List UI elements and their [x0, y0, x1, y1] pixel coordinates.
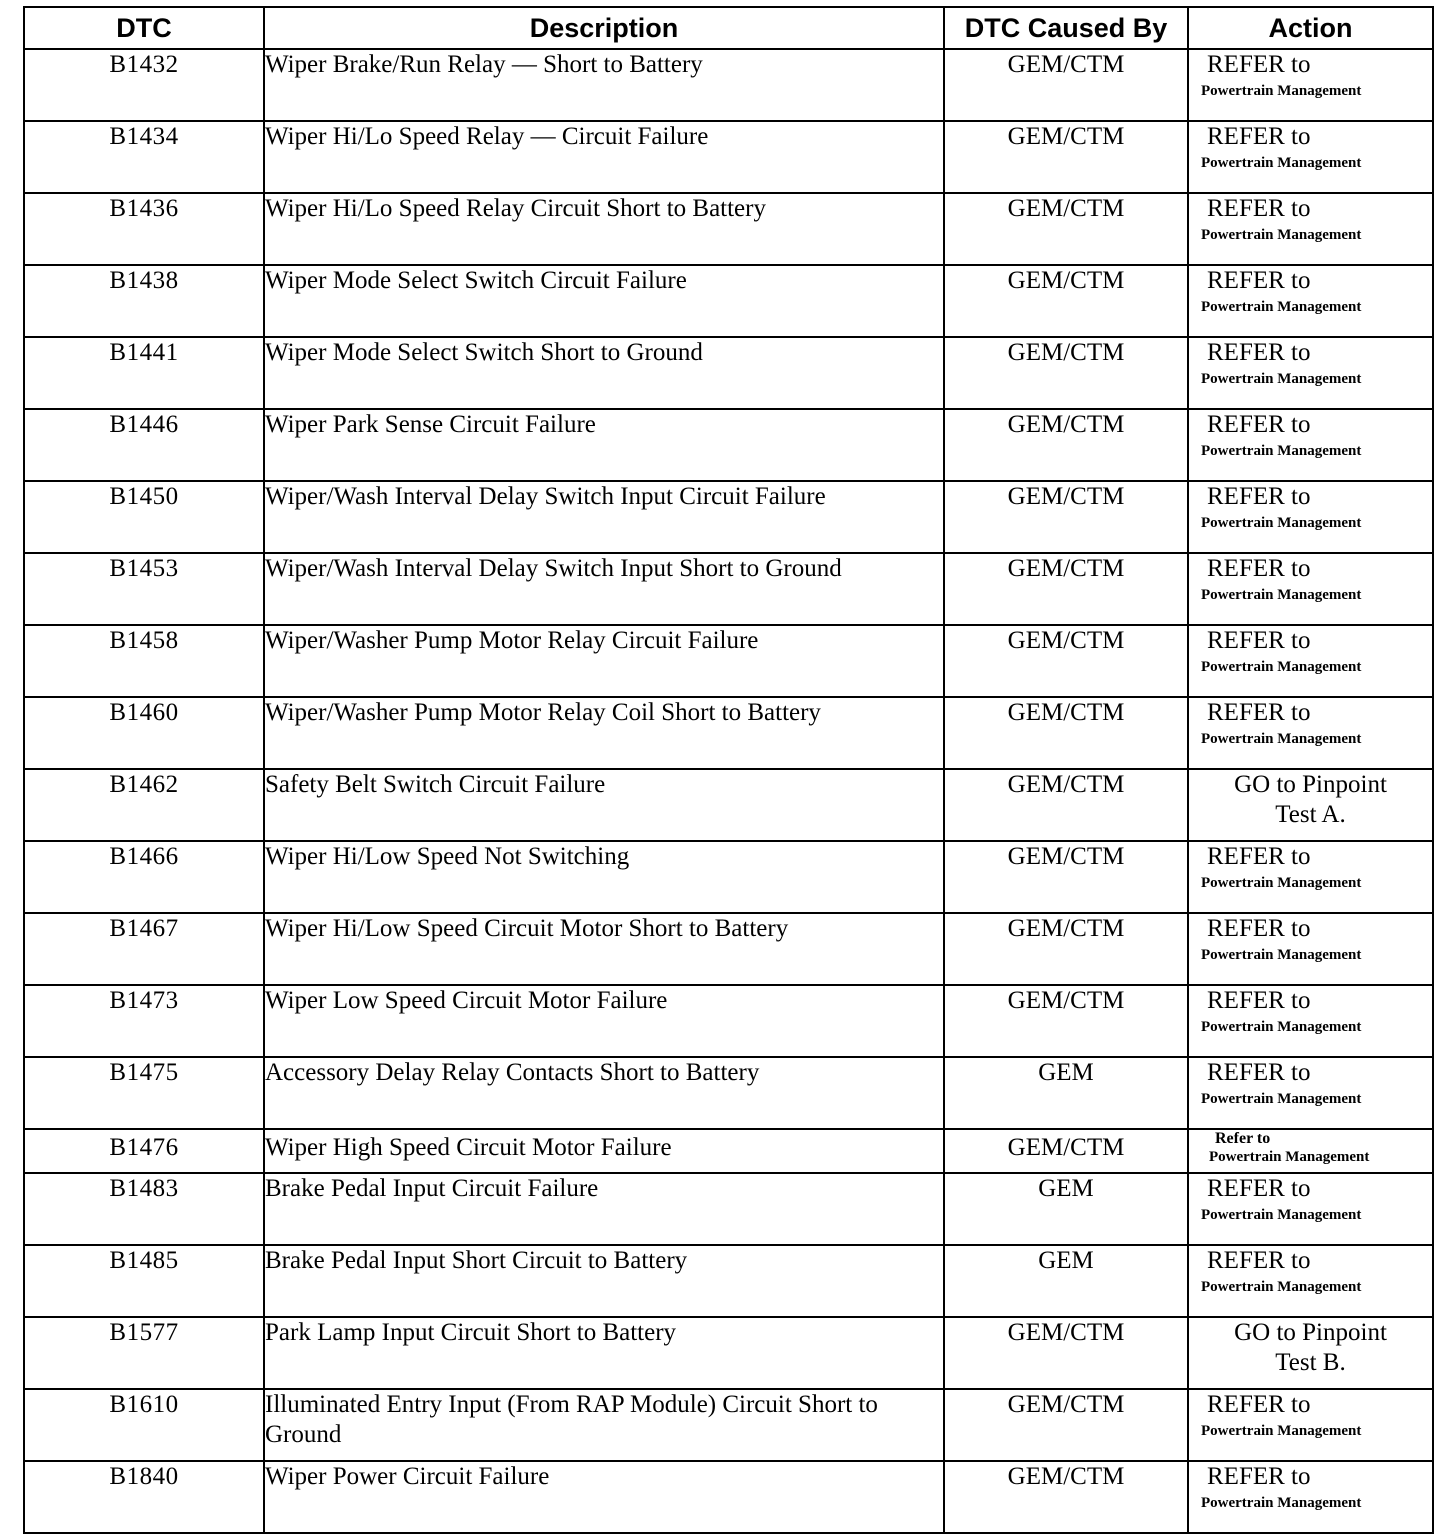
dtc-description: Wiper Low Speed Circuit Motor Failure	[264, 985, 944, 1057]
table-row	[24, 481, 1433, 553]
dtc-code: B1610	[24, 1389, 264, 1461]
action-detail: Powertrain Management	[1201, 1279, 1362, 1295]
action-detail: Powertrain Management	[1201, 587, 1362, 603]
table-row	[24, 1245, 1433, 1317]
dtc-code: B1473	[24, 985, 264, 1057]
dtc-caused-by: GEM/CTM	[944, 1129, 1188, 1173]
action-detail: Powertrain Management	[1201, 83, 1362, 99]
dtc-action	[1188, 481, 1433, 553]
dtc-caused-by: GEM/CTM	[944, 841, 1188, 913]
action-detail: Powertrain Management	[1201, 443, 1362, 459]
action-detail: Powertrain Management	[1201, 299, 1362, 315]
table-row	[24, 913, 1433, 985]
dtc-action	[1188, 193, 1433, 265]
table-row	[24, 409, 1433, 481]
table-row	[24, 49, 1433, 121]
dtc-caused-by: GEM/CTM	[944, 409, 1188, 481]
dtc-action	[1188, 265, 1433, 337]
action-detail: Powertrain Management	[1201, 1019, 1362, 1035]
dtc-description: Wiper Hi/Low Speed Circuit Motor Short to Battery	[264, 913, 944, 985]
dtc-action	[1188, 625, 1433, 697]
action-detail: Powertrain Management	[1201, 155, 1362, 171]
dtc-action	[1188, 337, 1433, 409]
table-row	[24, 265, 1433, 337]
table-row	[24, 1057, 1433, 1129]
table-body	[24, 49, 1433, 1533]
action-detail: Powertrain Management	[1201, 227, 1362, 243]
table-row	[24, 121, 1433, 193]
dtc-caused-by: GEM/CTM	[944, 121, 1188, 193]
dtc-description: Brake Pedal Input Circuit Failure	[264, 1173, 944, 1245]
dtc-description: Wiper Park Sense Circuit Failure	[264, 409, 944, 481]
dtc-action	[1188, 1173, 1433, 1245]
dtc-description: Wiper/Washer Pump Motor Relay Coil Short to Battery	[264, 697, 944, 769]
action-label: REFER to	[1207, 555, 1311, 582]
action-detail: Powertrain Management	[1201, 731, 1362, 747]
dtc-caused-by: GEM/CTM	[944, 265, 1188, 337]
dtc-action	[1188, 1057, 1433, 1129]
dtc-description: Wiper/Washer Pump Motor Relay Circuit Failure	[264, 625, 944, 697]
dtc-table	[23, 6, 1434, 1534]
dtc-caused-by: GEM	[944, 1245, 1188, 1317]
action-label: REFER to	[1207, 1175, 1311, 1202]
action-label: REFER to	[1207, 123, 1311, 150]
dtc-description: Brake Pedal Input Short Circuit to Battery	[264, 1245, 944, 1317]
dtc-description: Accessory Delay Relay Contacts Short to Battery	[264, 1057, 944, 1129]
dtc-caused-by: GEM/CTM	[944, 337, 1188, 409]
action-label: REFER to	[1207, 987, 1311, 1014]
dtc-caused-by: GEM/CTM	[944, 913, 1188, 985]
dtc-caused-by: GEM/CTM	[944, 985, 1188, 1057]
action-label: REFER to	[1207, 483, 1311, 510]
dtc-caused-by: GEM/CTM	[944, 1317, 1188, 1389]
table-row	[24, 1129, 1433, 1173]
dtc-action	[1188, 409, 1433, 481]
dtc-description: Wiper/Wash Interval Delay Switch Input Circuit Failure	[264, 481, 944, 553]
action-label: REFER to	[1207, 339, 1311, 366]
action-detail: Powertrain Management	[1201, 1495, 1362, 1511]
dtc-caused-by: GEM/CTM	[944, 1461, 1188, 1533]
dtc-caused-by: GEM/CTM	[944, 481, 1188, 553]
header-caused-by: DTC Caused By	[944, 7, 1188, 49]
table-header	[24, 7, 1433, 49]
table-row	[24, 985, 1433, 1057]
dtc-code: B1458	[24, 625, 264, 697]
dtc-description: Wiper Power Circuit Failure	[264, 1461, 944, 1533]
dtc-caused-by: GEM	[944, 1057, 1188, 1129]
table-row	[24, 841, 1433, 913]
dtc-caused-by: GEM/CTM	[944, 193, 1188, 265]
dtc-action	[1188, 1129, 1433, 1173]
dtc-action	[1188, 1317, 1433, 1389]
dtc-code: B1577	[24, 1317, 264, 1389]
action-detail: Powertrain Management	[1201, 659, 1362, 675]
action-label: REFER to	[1207, 1391, 1311, 1418]
table-row	[24, 1461, 1433, 1533]
dtc-description: Safety Belt Switch Circuit Failure	[264, 769, 944, 841]
table-row	[24, 697, 1433, 769]
dtc-code: B1441	[24, 337, 264, 409]
action-label: REFER to	[1207, 1463, 1311, 1490]
action-detail: Powertrain Management	[1201, 515, 1362, 531]
dtc-caused-by: GEM/CTM	[944, 1389, 1188, 1461]
dtc-code: B1467	[24, 913, 264, 985]
table-row	[24, 553, 1433, 625]
dtc-caused-by: GEM	[944, 1173, 1188, 1245]
dtc-code: B1450	[24, 481, 264, 553]
dtc-code: B1460	[24, 697, 264, 769]
table-row	[24, 193, 1433, 265]
action-label: REFER to	[1207, 195, 1311, 222]
dtc-description: Wiper Hi/Lo Speed Relay Circuit Short to Battery	[264, 193, 944, 265]
dtc-action	[1188, 985, 1433, 1057]
action-label: Refer to	[1215, 1130, 1271, 1147]
table-row	[24, 1389, 1433, 1461]
header-action: Action	[1188, 7, 1433, 49]
dtc-action	[1188, 1245, 1433, 1317]
dtc-action	[1188, 1389, 1433, 1461]
dtc-code: B1453	[24, 553, 264, 625]
action-detail: Powertrain Management	[1201, 371, 1362, 387]
action-label: REFER to	[1207, 1247, 1311, 1274]
table-row	[24, 1173, 1433, 1245]
dtc-code: B1485	[24, 1245, 264, 1317]
action-label: REFER to	[1207, 915, 1311, 942]
dtc-action	[1188, 769, 1433, 841]
action-detail: Powertrain Management	[1201, 1207, 1362, 1223]
action-detail: Powertrain Management	[1201, 947, 1362, 963]
dtc-code: B1434	[24, 121, 264, 193]
action-detail: Test A.	[1275, 801, 1346, 828]
dtc-caused-by: GEM/CTM	[944, 553, 1188, 625]
dtc-description: Wiper Hi/Low Speed Not Switching	[264, 841, 944, 913]
table-row	[24, 1317, 1433, 1389]
action-label: REFER to	[1207, 267, 1311, 294]
action-detail: Powertrain Management	[1201, 875, 1362, 891]
dtc-description: Wiper Hi/Lo Speed Relay — Circuit Failure	[264, 121, 944, 193]
dtc-description: Park Lamp Input Circuit Short to Battery	[264, 1317, 944, 1389]
dtc-caused-by: GEM/CTM	[944, 697, 1188, 769]
dtc-description: Wiper High Speed Circuit Motor Failure	[264, 1129, 944, 1173]
table-row	[24, 625, 1433, 697]
dtc-code: B1475	[24, 1057, 264, 1129]
header-description: Description	[264, 7, 944, 49]
dtc-action	[1188, 49, 1433, 121]
dtc-action	[1188, 697, 1433, 769]
action-detail: Powertrain Management	[1201, 1423, 1362, 1439]
dtc-action	[1188, 913, 1433, 985]
dtc-caused-by: GEM/CTM	[944, 49, 1188, 121]
dtc-code: B1466	[24, 841, 264, 913]
action-detail: Powertrain Management	[1201, 1091, 1362, 1107]
dtc-code: B1432	[24, 49, 264, 121]
action-label: REFER to	[1207, 627, 1311, 654]
dtc-description: Illuminated Entry Input (From RAP Module) Circuit Short to Ground	[264, 1389, 944, 1461]
dtc-action	[1188, 1461, 1433, 1533]
header-dtc: DTC	[24, 7, 264, 49]
action-detail: Powertrain Management	[1209, 1149, 1370, 1165]
dtc-description: Wiper/Wash Interval Delay Switch Input Short to Ground	[264, 553, 944, 625]
action-label: REFER to	[1207, 1059, 1311, 1086]
dtc-code: B1462	[24, 769, 264, 841]
dtc-code: B1438	[24, 265, 264, 337]
dtc-action	[1188, 121, 1433, 193]
action-label: REFER to	[1207, 843, 1311, 870]
dtc-action	[1188, 553, 1433, 625]
dtc-code: B1476	[24, 1129, 264, 1173]
dtc-code: B1436	[24, 193, 264, 265]
dtc-caused-by: GEM/CTM	[944, 625, 1188, 697]
dtc-action	[1188, 841, 1433, 913]
action-label: REFER to	[1207, 699, 1311, 726]
dtc-description: Wiper Mode Select Switch Short to Ground	[264, 337, 944, 409]
action-label: GO to Pinpoint	[1234, 1319, 1387, 1346]
action-label: REFER to	[1207, 51, 1311, 78]
dtc-description: Wiper Mode Select Switch Circuit Failure	[264, 265, 944, 337]
action-label: GO to Pinpoint	[1234, 771, 1387, 798]
table-row	[24, 769, 1433, 841]
dtc-code: B1446	[24, 409, 264, 481]
action-label: REFER to	[1207, 411, 1311, 438]
dtc-caused-by: GEM/CTM	[944, 769, 1188, 841]
table-row	[24, 337, 1433, 409]
dtc-code: B1483	[24, 1173, 264, 1245]
action-detail: Test B.	[1275, 1349, 1346, 1376]
dtc-code: B1840	[24, 1461, 264, 1533]
dtc-description: Wiper Brake/Run Relay — Short to Battery	[264, 49, 944, 121]
